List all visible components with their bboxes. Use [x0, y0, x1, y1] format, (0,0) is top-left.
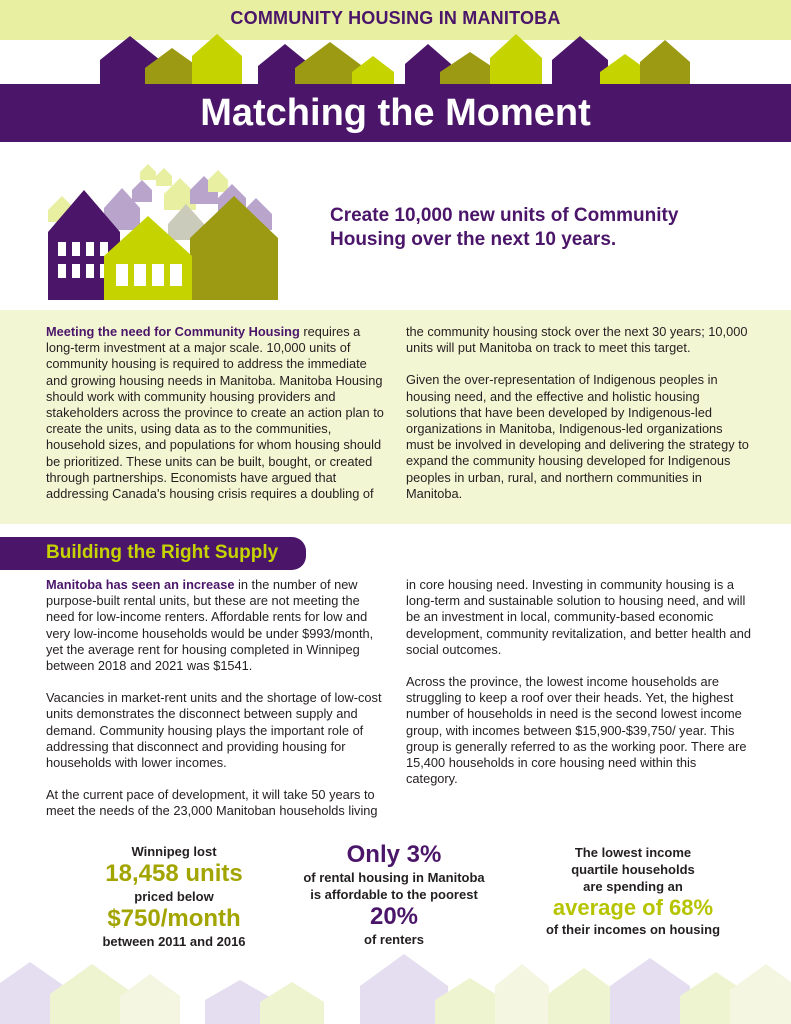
supply-left-column	[46, 577, 390, 820]
stat-3-line-5: of their incomes on housing	[545, 922, 721, 937]
kicker-title: COMMUNITY HOUSING IN MANITOBA	[230, 8, 561, 28]
stat-2-line-5: of renters	[364, 932, 424, 947]
stat-1-line-3: priced below	[134, 889, 214, 904]
stat-1-line-2: 18,458 units	[105, 860, 243, 887]
stat-1-line-1: Winnipeg lost	[131, 844, 217, 859]
intro-left-column	[46, 324, 390, 502]
stat-units-lost	[64, 843, 284, 950]
intro-right-column	[406, 324, 751, 502]
supply-left-text-1: in the number of new purpose-built rental units, but these are not meeting the need for low-income renters. Affordable rents for low and very low-income households would be under $993/month, yet the average rent for housing completed in Winnipeg between 2018 and 2021 was $1541.	[46, 577, 374, 674]
intro-right-paragraph-1: the community housing stock over the next 30 years; 10,000 units will put Manitoba on track to meet this target.	[406, 324, 748, 356]
stat-affordable-rentals	[282, 841, 506, 948]
stat-3-line-2: quartile households	[571, 862, 695, 877]
intro-left-text: requires a long-term investment at a major scale. 10,000 units of community housing is required to address the immediate and growing housing needs in Manitoba. Manitoba Housing should work with community housing providers and stakeholders across the province to create an action plan to create the units, using data as to the communities, household sizes, and populations for whom housing should be prioritized. These units can be built, bought, or created through partnerships. Economists have argued that addressing Canada's housing crisis requires a doubling of	[46, 324, 384, 502]
supply-right-column	[406, 577, 751, 787]
stat-1-line-5: between 2011 and 2016	[102, 934, 246, 949]
intro-right-paragraph-2: Given the over-representation of Indigenous peoples in housing need, and the effective and holistic housing solutions that have been developed by Indigenous-led organizations in Manitoba, Indigenous-led organizations must be involved in developing and delivering the strategy to expand the community housing developed for Indigenous peoples in urban, rural, and northern communities in Manitoba.	[406, 372, 749, 501]
intro-lead-phrase: Meeting the need for Community Housing	[46, 324, 300, 339]
supply-right-paragraph-2: Across the province, the lowest income households are struggling to keep a roof over their heads. Yet, the highest number of households in need is the second lowest income group, with incomes between $15,900-$39,750/ year. This group is generally referred to as the working poor. There are 15,400 households in core housing need within this category.	[406, 674, 747, 787]
stat-3-line-4: average of 68%	[552, 895, 714, 920]
supply-left-paragraph-2: Vacancies in market-rent units and the shortage of low-cost units demonstrates the disconnect between supply and demand. Community housing plays the important role of addressing that disconnect and providing housing for households with lower incomes.	[46, 690, 382, 771]
supply-left-paragraph-1	[46, 577, 390, 674]
stat-income-spending	[520, 844, 746, 938]
stat-3-line-1: The lowest income	[574, 845, 692, 860]
stat-1-line-4: $750/month	[107, 905, 241, 932]
stat-3-line-3: are spending an	[583, 879, 683, 894]
supply-right-paragraph-1: in core housing need. Investing in community housing is a long-term and sustainable solution to housing need, and will be an investment in local, community-based economic development, community revitalization, and better health and social outcomes.	[406, 577, 752, 657]
supply-left-paragraph-3: At the current pace of development, it will take 50 years to meet the needs of the 23,000 Manitoban households living	[46, 787, 378, 819]
stat-2-line-3: is affordable to the poorest	[310, 887, 478, 902]
header-houses-illustration	[0, 28, 791, 88]
footer-houses-illustration	[0, 950, 791, 1024]
stat-2-line-1: Only 3%	[346, 841, 442, 868]
page-title: Matching the Moment	[200, 92, 591, 134]
stat-2-line-2: of rental housing in Manitoba	[303, 870, 485, 885]
lead-statement: Create 10,000 new units of Community Housing over the next 10 years.	[330, 205, 679, 250]
stat-2-line-4: 20%	[369, 903, 419, 930]
houses-illustration	[44, 150, 284, 302]
supply-lead-phrase: Manitoba has seen an increase	[46, 577, 235, 592]
section-heading: Building the Right Supply	[46, 542, 279, 563]
